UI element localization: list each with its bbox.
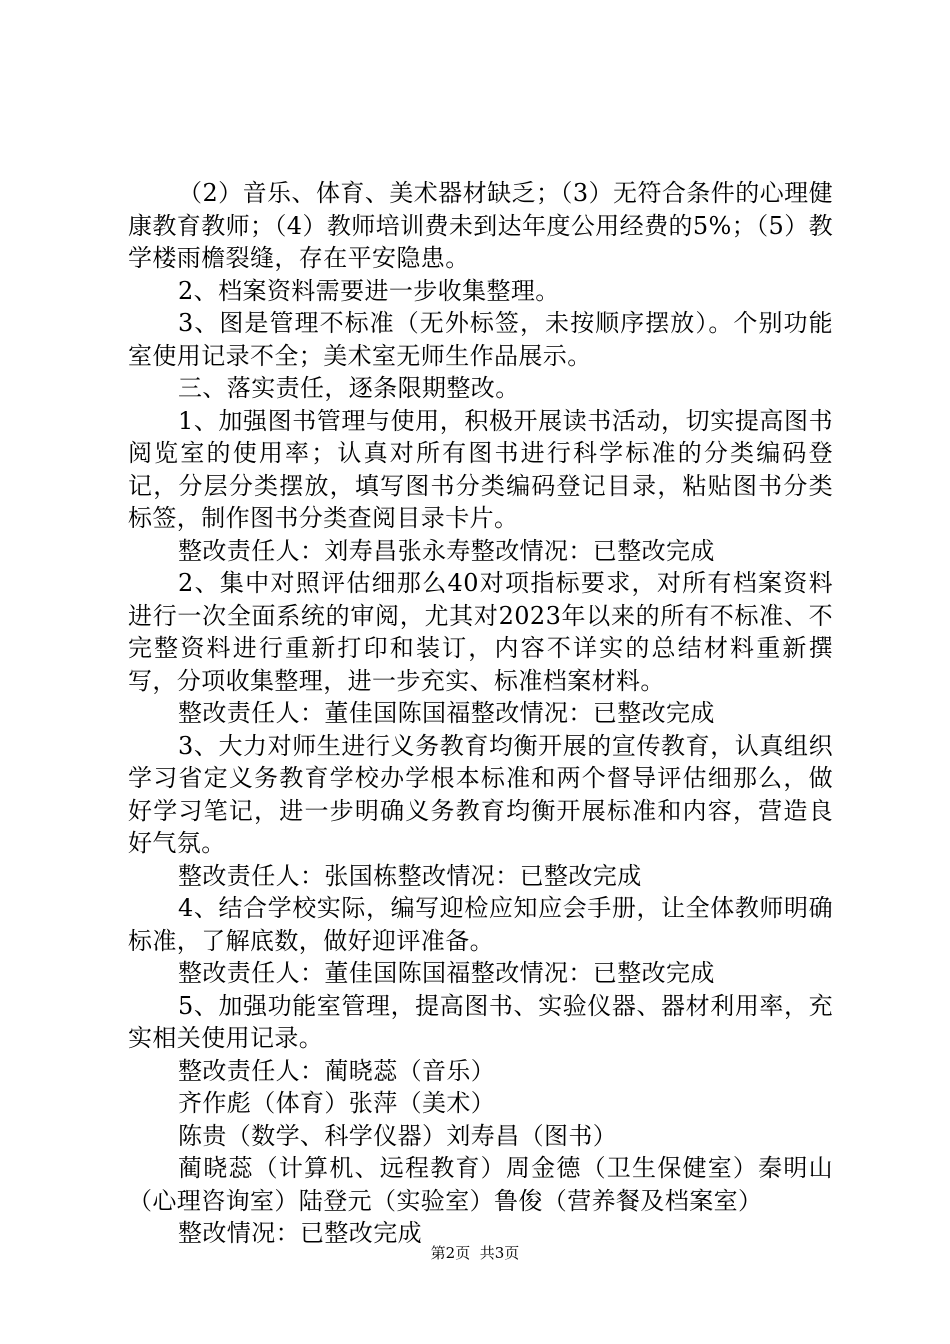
paragraph: 4、结合学校实际，编写迎检应知应会手册，让全体教师明确标准，了解底数，做好迎评准备。 — [128, 894, 833, 955]
responsible-person-line: 整改责任人：刘寿昌张永寿整改情况：已整改完成 — [178, 536, 715, 565]
responsible-person-line: 陈贵（数学、科学仪器）刘寿昌（图书） — [178, 1121, 618, 1150]
paragraph: 3、图是管理不标准（无外标签，未按顺序摆放）。个别功能室使用记录不全；美术室无师生作品展示。 — [128, 309, 833, 370]
page-footer — [0, 1243, 950, 1263]
page-number: 第2页 — [430, 1244, 471, 1262]
document-body — [128, 177, 833, 1250]
paragraph: 3、大力对师生进行义务教育均衡开展的宣传教育，认真组织学习省定义务教育学校办学根本标准和两个督导评估细那么，做好学习笔记，进一步明确义务教育均衡开展标准和内容，营造良好气氛。 — [128, 731, 833, 857]
paragraph: （2）音乐、体育、美术器材缺乏；（3）无符合条件的心理健康教育教师；（4）教师培训费未到达年度公用经费的5%；（5）教学楼雨檐裂缝，存在平安隐患。 — [128, 179, 834, 272]
responsible-person-line: 整改责任人：董佳国陈国福整改情况：已整改完成 — [178, 699, 715, 727]
responsible-person-line: 齐作彪（体育）张萍（美术） — [178, 1089, 496, 1117]
section-heading: 三、落实责任，逐条限期整改。 — [178, 374, 520, 402]
paragraph: 1、加强图书管理与使用，积极开展读书活动，切实提高图书阅览室的使用率；认真对所有图书进行科学标准的分类编码登记，分层分类摆放，填写图书分类编码登记目录，粘贴图书分类标签，制作图书分类查阅目录卡片。 — [128, 406, 833, 532]
responsible-person-line: 整改责任人：董佳国陈国福整改情况：已整改完成 — [178, 959, 715, 987]
page-total: 共3页 — [479, 1244, 520, 1262]
responsible-person-line: 整改责任人：蔺晓蕊（音乐） — [178, 1056, 496, 1085]
paragraph: 2、集中对照评估细那么40对项指标要求，对所有档案资料进行一次全面系统的审阅，尤其对2023年以来的所有不标准、不完整资料进行重新打印和装订，内容不详实的总结材料重新撰写，分项收集整理，进一步充实、标准档案材料。 — [128, 569, 833, 695]
responsible-person-line: 整改责任人：张国栋整改情况：已整改完成 — [178, 861, 642, 890]
responsible-person-line: 蔺晓蕊（计算机、远程教育）周金德（卫生保健室）秦明山（心理咨询室）陆登元（实验室）鲁俊（营养餐及档案室） — [128, 1154, 833, 1215]
paragraph: 5、加强功能室管理，提高图书、实验仪器、器材利用率，充实相关使用记录。 — [128, 991, 833, 1052]
paragraph: 2、档案资料需要进一步收集整理。 — [178, 276, 560, 305]
status-line: 整改情况：已整改完成 — [178, 1219, 422, 1247]
